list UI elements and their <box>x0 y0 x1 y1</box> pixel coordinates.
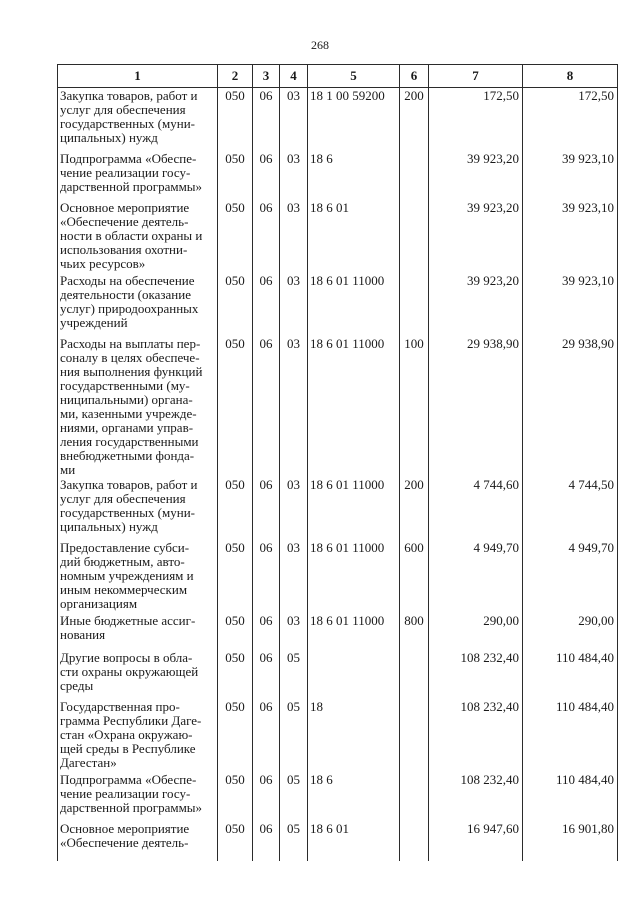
cell-section: 06 <box>253 273 280 336</box>
cell-name: Подпрограмма «Обеспе- чение реализации госу- дарственной программы» <box>58 151 218 200</box>
cell-subsection: 03 <box>280 477 308 540</box>
table-row <box>58 88 618 151</box>
table-row <box>58 200 618 273</box>
cell-subsection: 05 <box>280 772 308 821</box>
cell-type <box>400 151 429 200</box>
cell-amount-7: 172,50 <box>429 88 523 151</box>
cell-amount-8: 16 901,80 <box>523 821 618 861</box>
cell-amount-7: 108 232,40 <box>429 650 523 699</box>
cell-target: 18 6 01 11000 <box>308 477 400 540</box>
cell-type: 600 <box>400 540 429 613</box>
cell-type: 100 <box>400 336 429 477</box>
cell-name: Другие вопросы в обла- сти охраны окружающей среды <box>58 650 218 699</box>
cell-name: Государственная про- грамма Республики Даге- стан «Охрана окружаю- щей среды в Республике Дагестан» <box>58 699 218 772</box>
cell-code: 050 <box>218 650 253 699</box>
table-row <box>58 821 618 861</box>
cell-code: 050 <box>218 273 253 336</box>
cell-name: Расходы на обеспечение деятельности (оказание услуг) природоохранных учреждений <box>58 273 218 336</box>
table-row <box>58 477 618 540</box>
cell-code: 050 <box>218 540 253 613</box>
cell-code: 050 <box>218 821 253 861</box>
cell-amount-8: 110 484,40 <box>523 699 618 772</box>
cell-subsection: 03 <box>280 88 308 151</box>
cell-section: 06 <box>253 200 280 273</box>
cell-amount-7: 290,00 <box>429 613 523 650</box>
cell-target: 18 1 00 59200 <box>308 88 400 151</box>
cell-amount-8: 110 484,40 <box>523 650 618 699</box>
column-header: 4 <box>280 65 308 88</box>
budget-table <box>57 64 618 861</box>
cell-target: 18 6 01 11000 <box>308 613 400 650</box>
cell-code: 050 <box>218 477 253 540</box>
cell-subsection: 05 <box>280 821 308 861</box>
table-row <box>58 336 618 477</box>
table-row <box>58 540 618 613</box>
cell-type: 800 <box>400 613 429 650</box>
cell-section: 06 <box>253 477 280 540</box>
cell-amount-8: 4 949,70 <box>523 540 618 613</box>
table-row <box>58 772 618 821</box>
table-row <box>58 650 618 699</box>
cell-type: 200 <box>400 477 429 540</box>
cell-name: Подпрограмма «Обеспе- чение реализации госу- дарственной программы» <box>58 772 218 821</box>
cell-amount-7: 4 744,60 <box>429 477 523 540</box>
cell-amount-7: 29 938,90 <box>429 336 523 477</box>
budget-table-container <box>57 64 618 861</box>
cell-amount-8: 39 923,10 <box>523 200 618 273</box>
cell-subsection: 05 <box>280 699 308 772</box>
cell-amount-7: 108 232,40 <box>429 772 523 821</box>
table-row <box>58 699 618 772</box>
cell-subsection: 03 <box>280 540 308 613</box>
cell-target: 18 6 01 <box>308 200 400 273</box>
cell-amount-7: 39 923,20 <box>429 200 523 273</box>
column-header: 5 <box>308 65 400 88</box>
cell-amount-8: 110 484,40 <box>523 772 618 821</box>
cell-name: Основное мероприятие «Обеспечение деятель- <box>58 821 218 861</box>
cell-code: 050 <box>218 88 253 151</box>
cell-section: 06 <box>253 336 280 477</box>
cell-subsection: 03 <box>280 200 308 273</box>
cell-section: 06 <box>253 540 280 613</box>
cell-amount-7: 4 949,70 <box>429 540 523 613</box>
cell-name: Расходы на выплаты пер- соналу в целях обеспече- ния выполнения функций государственными (му- ниципальными) органа- ми, казенными учрежде- ниями, органами управ- ления государственными внебюджетными фонда- ми <box>58 336 218 477</box>
cell-code: 050 <box>218 613 253 650</box>
cell-type <box>400 772 429 821</box>
cell-subsection: 03 <box>280 151 308 200</box>
cell-target: 18 6 01 <box>308 821 400 861</box>
cell-name: Предоставление субси- дий бюджетным, авто- номным учреждениям и иным некоммерческим организациям <box>58 540 218 613</box>
cell-name: Основное мероприятие «Обеспечение деятель- ности в области охраны и использования охотни- чьих ресурсов» <box>58 200 218 273</box>
cell-target: 18 6 01 11000 <box>308 273 400 336</box>
cell-code: 050 <box>218 772 253 821</box>
column-header: 8 <box>523 65 618 88</box>
cell-type: 200 <box>400 88 429 151</box>
cell-amount-7: 39 923,20 <box>429 151 523 200</box>
column-header: 1 <box>58 65 218 88</box>
cell-amount-7: 39 923,20 <box>429 273 523 336</box>
column-header: 6 <box>400 65 429 88</box>
cell-section: 06 <box>253 821 280 861</box>
cell-target: 18 6 <box>308 151 400 200</box>
cell-amount-8: 39 923,10 <box>523 273 618 336</box>
cell-amount-7: 16 947,60 <box>429 821 523 861</box>
cell-name: Иные бюджетные ассиг- нования <box>58 613 218 650</box>
cell-amount-7: 108 232,40 <box>429 699 523 772</box>
cell-amount-8: 29 938,90 <box>523 336 618 477</box>
page-number: 268 <box>311 38 329 52</box>
cell-target: 18 6 01 11000 <box>308 336 400 477</box>
cell-target: 18 6 <box>308 772 400 821</box>
cell-section: 06 <box>253 772 280 821</box>
cell-code: 050 <box>218 336 253 477</box>
cell-target: 18 6 01 11000 <box>308 540 400 613</box>
cell-section: 06 <box>253 699 280 772</box>
cell-code: 050 <box>218 699 253 772</box>
table-row <box>58 273 618 336</box>
cell-name: Закупка товаров, работ и услуг для обеспечения государственных (муни- ципальных) нужд <box>58 88 218 151</box>
cell-section: 06 <box>253 88 280 151</box>
cell-amount-8: 172,50 <box>523 88 618 151</box>
cell-section: 06 <box>253 613 280 650</box>
column-header: 7 <box>429 65 523 88</box>
cell-type <box>400 273 429 336</box>
table-row <box>58 613 618 650</box>
cell-type <box>400 200 429 273</box>
header-row <box>58 65 618 88</box>
cell-amount-8: 4 744,50 <box>523 477 618 540</box>
cell-subsection: 05 <box>280 650 308 699</box>
cell-section: 06 <box>253 650 280 699</box>
cell-type <box>400 821 429 861</box>
cell-section: 06 <box>253 151 280 200</box>
cell-name: Закупка товаров, работ и услуг для обеспечения государственных (муни- ципальных) нужд <box>58 477 218 540</box>
table-row <box>58 151 618 200</box>
cell-code: 050 <box>218 151 253 200</box>
cell-amount-8: 290,00 <box>523 613 618 650</box>
cell-code: 050 <box>218 200 253 273</box>
cell-target <box>308 650 400 699</box>
cell-target: 18 <box>308 699 400 772</box>
cell-subsection: 03 <box>280 273 308 336</box>
column-header: 2 <box>218 65 253 88</box>
cell-amount-8: 39 923,10 <box>523 151 618 200</box>
cell-type <box>400 699 429 772</box>
column-header: 3 <box>253 65 280 88</box>
cell-subsection: 03 <box>280 613 308 650</box>
cell-subsection: 03 <box>280 336 308 477</box>
cell-type <box>400 650 429 699</box>
